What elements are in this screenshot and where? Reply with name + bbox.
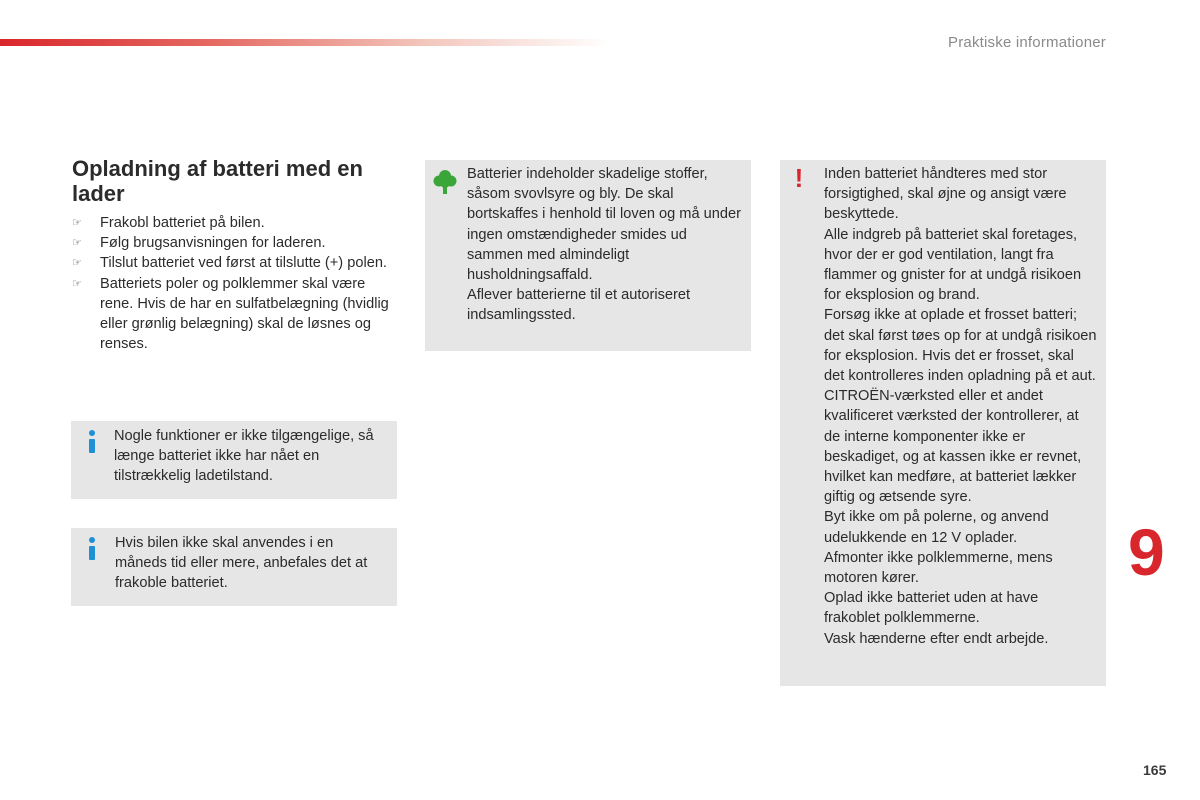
- step-text: Tilslut batteriet ved først at tilslutte (+) polen.: [100, 255, 387, 272]
- warning-text: Afmonter ikke polklemmerne, mens motoren kører.: [824, 549, 1053, 587]
- warning-box: [780, 160, 1106, 686]
- warning-text: Vask hænderne efter endt arbejde.: [824, 630, 1049, 647]
- header-accent-bar: [0, 39, 610, 46]
- list-item: [72, 233, 392, 253]
- info-text: Nogle funktioner er ikke tilgængelige, så længe batteriet ikke har nået en tilstrækkelig ladetilstand.: [114, 428, 374, 485]
- info-box: [71, 421, 397, 499]
- chapter-number: 9: [1128, 515, 1165, 589]
- info-box: [71, 528, 397, 606]
- pointing-hand-icon: ☞: [72, 257, 82, 270]
- pointing-hand-icon: ☞: [72, 237, 82, 250]
- info-icon: [86, 537, 98, 561]
- page-number: 165: [1143, 762, 1167, 778]
- environment-text: Batterier indeholder skadelige stoffer, såsom svovlsyre og bly. De skal bortskaffes i henhold til loven og må under ingen omstændigheder smides ud sammen med almindeligt husholdningsaffald.: [467, 166, 741, 284]
- pointing-hand-icon: ☞: [72, 217, 82, 229]
- pointing-hand-icon: ☞: [72, 277, 82, 290]
- environment-box: [425, 160, 751, 351]
- environment-text: Aflever batterierne til et autoriseret indsamlingssted.: [467, 287, 691, 324]
- info-text: Hvis bilen ikke skal anvendes i en måneds tid eller mere, anbefales det at frakoble batteriet.: [115, 535, 368, 592]
- header-title: Praktiske informationer: [948, 34, 1106, 51]
- section-title: Opladning af batteri med en lader: [72, 156, 363, 206]
- warning-text: Alle indgreb på batteriet skal foretages, hvor der er god ventilation, langt fra flammer og gnister for at undgå risikoen for eksplosion og brand.: [824, 226, 1082, 304]
- tree-icon: [433, 169, 457, 195]
- step-text: Batteriets poler og polklemmer skal være rene. Hvis de har en sulfatbelægning (hvidlig eller grønlig belægning) skal de løsnes og renses.: [100, 275, 389, 353]
- warning-text: Oplad ikke batteriet uden at have frakoblet polklemmerne.: [824, 590, 1039, 627]
- steps-list: [72, 213, 392, 354]
- warning-text: Byt ikke om på polerne, og anvend udelukkende en 12 V oplader.: [824, 509, 1049, 546]
- warning-text: Inden batteriet håndteres med stor forsigtighed, skal øjne og ansigt være beskyttede.: [824, 166, 1067, 223]
- warning-text: Forsøg ikke at oplade et frosset batteri; det skal først tøes op for at undgå risikoen for eksplosion. Hvis det er frosset, skal det kontrolleres inden opladning på et aut. CITROËN-værksted eller et andet kvalificeret værksted der kontrollerer, at de interne komponenter ikke er beskadiget, og at kassen ikke er revnet, hvilket kan medføre, at batteriet lækker giftig og ætsende syre.: [824, 307, 1097, 506]
- info-icon: [86, 430, 98, 454]
- list-item: [72, 253, 392, 273]
- step-text: Følg brugsanvisningen for laderen.: [100, 235, 326, 252]
- list-item: [72, 274, 392, 355]
- step-text: Frakobl batteriet på bilen.: [100, 215, 265, 231]
- list-item: [72, 213, 392, 233]
- warning-exclamation-icon: !: [794, 163, 804, 193]
